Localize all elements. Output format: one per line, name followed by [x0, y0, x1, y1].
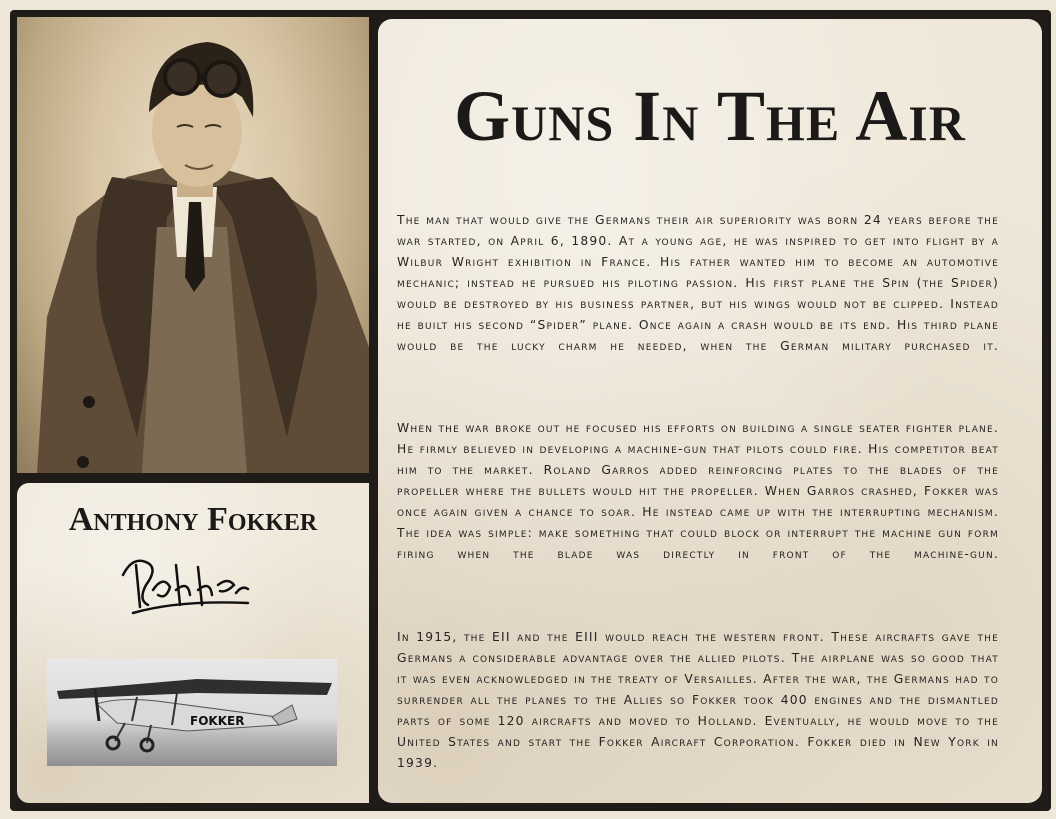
plane-illustration — [47, 659, 337, 766]
paragraph-early-life: The man that would give the Germans their air superiority was born 24 years before the war started, on April 6, 1890. At a young age, he was inspired to get into flight by a Wilbur Wright exhibition in France. His father wanted him to become an automotive mechanic; instead he pursued his piloting passion. His first plane the Spin (the Spider) would be destroyed by his business partner, but his wings would not be clipped. Instead he built his second “Spider” plane. Once again a crash would be its end. His third plane would be the lucky charm he needed, when the German military purchased it. — [397, 213, 999, 353]
plane-photo — [47, 659, 337, 766]
paragraph-interrupter: When the war broke out he focused his efforts on building a single seater fighter plane. He firmly believed in developing a machine-gun that pilots could fire. His competitor beat him to the market. Roland Garros added reinforcing plates to the blades of the propeller where the bullets would hit the propeller. When Garros crashed, Fokker was once again given a chance to soar. He instead came up with the interrupting mechanism. The idea was simple: make something that could block or interrupt the machine gun form firing when the blade was directly in front of the machine-gun. — [397, 421, 999, 561]
paragraph-legacy: In 1915, the EII and the EIII would reach the western front. These aircrafts gave the Germans a considerable advantage over the allied pilots. The airplane was so good that it was even acknowledged in the treaty of Versailles. After the war, the Germans had to surrender all the planes to the Allies so Fokker took 400 engines and the dismantled parts of some 120 aircrafts and moved to Holland. Eventually, he would move to the United States and start the Fokker Aircraft Corporation. Fokker died in New York in 1939. — [397, 630, 999, 770]
person-name: Anthony Fokker — [68, 501, 318, 538]
signature-image — [118, 545, 253, 617]
page-title: Guns In The Air — [454, 76, 966, 156]
portrait-illustration — [17, 17, 369, 473]
portrait-photo — [17, 17, 369, 473]
plane-fuselage-text: FOKKER — [190, 714, 245, 728]
